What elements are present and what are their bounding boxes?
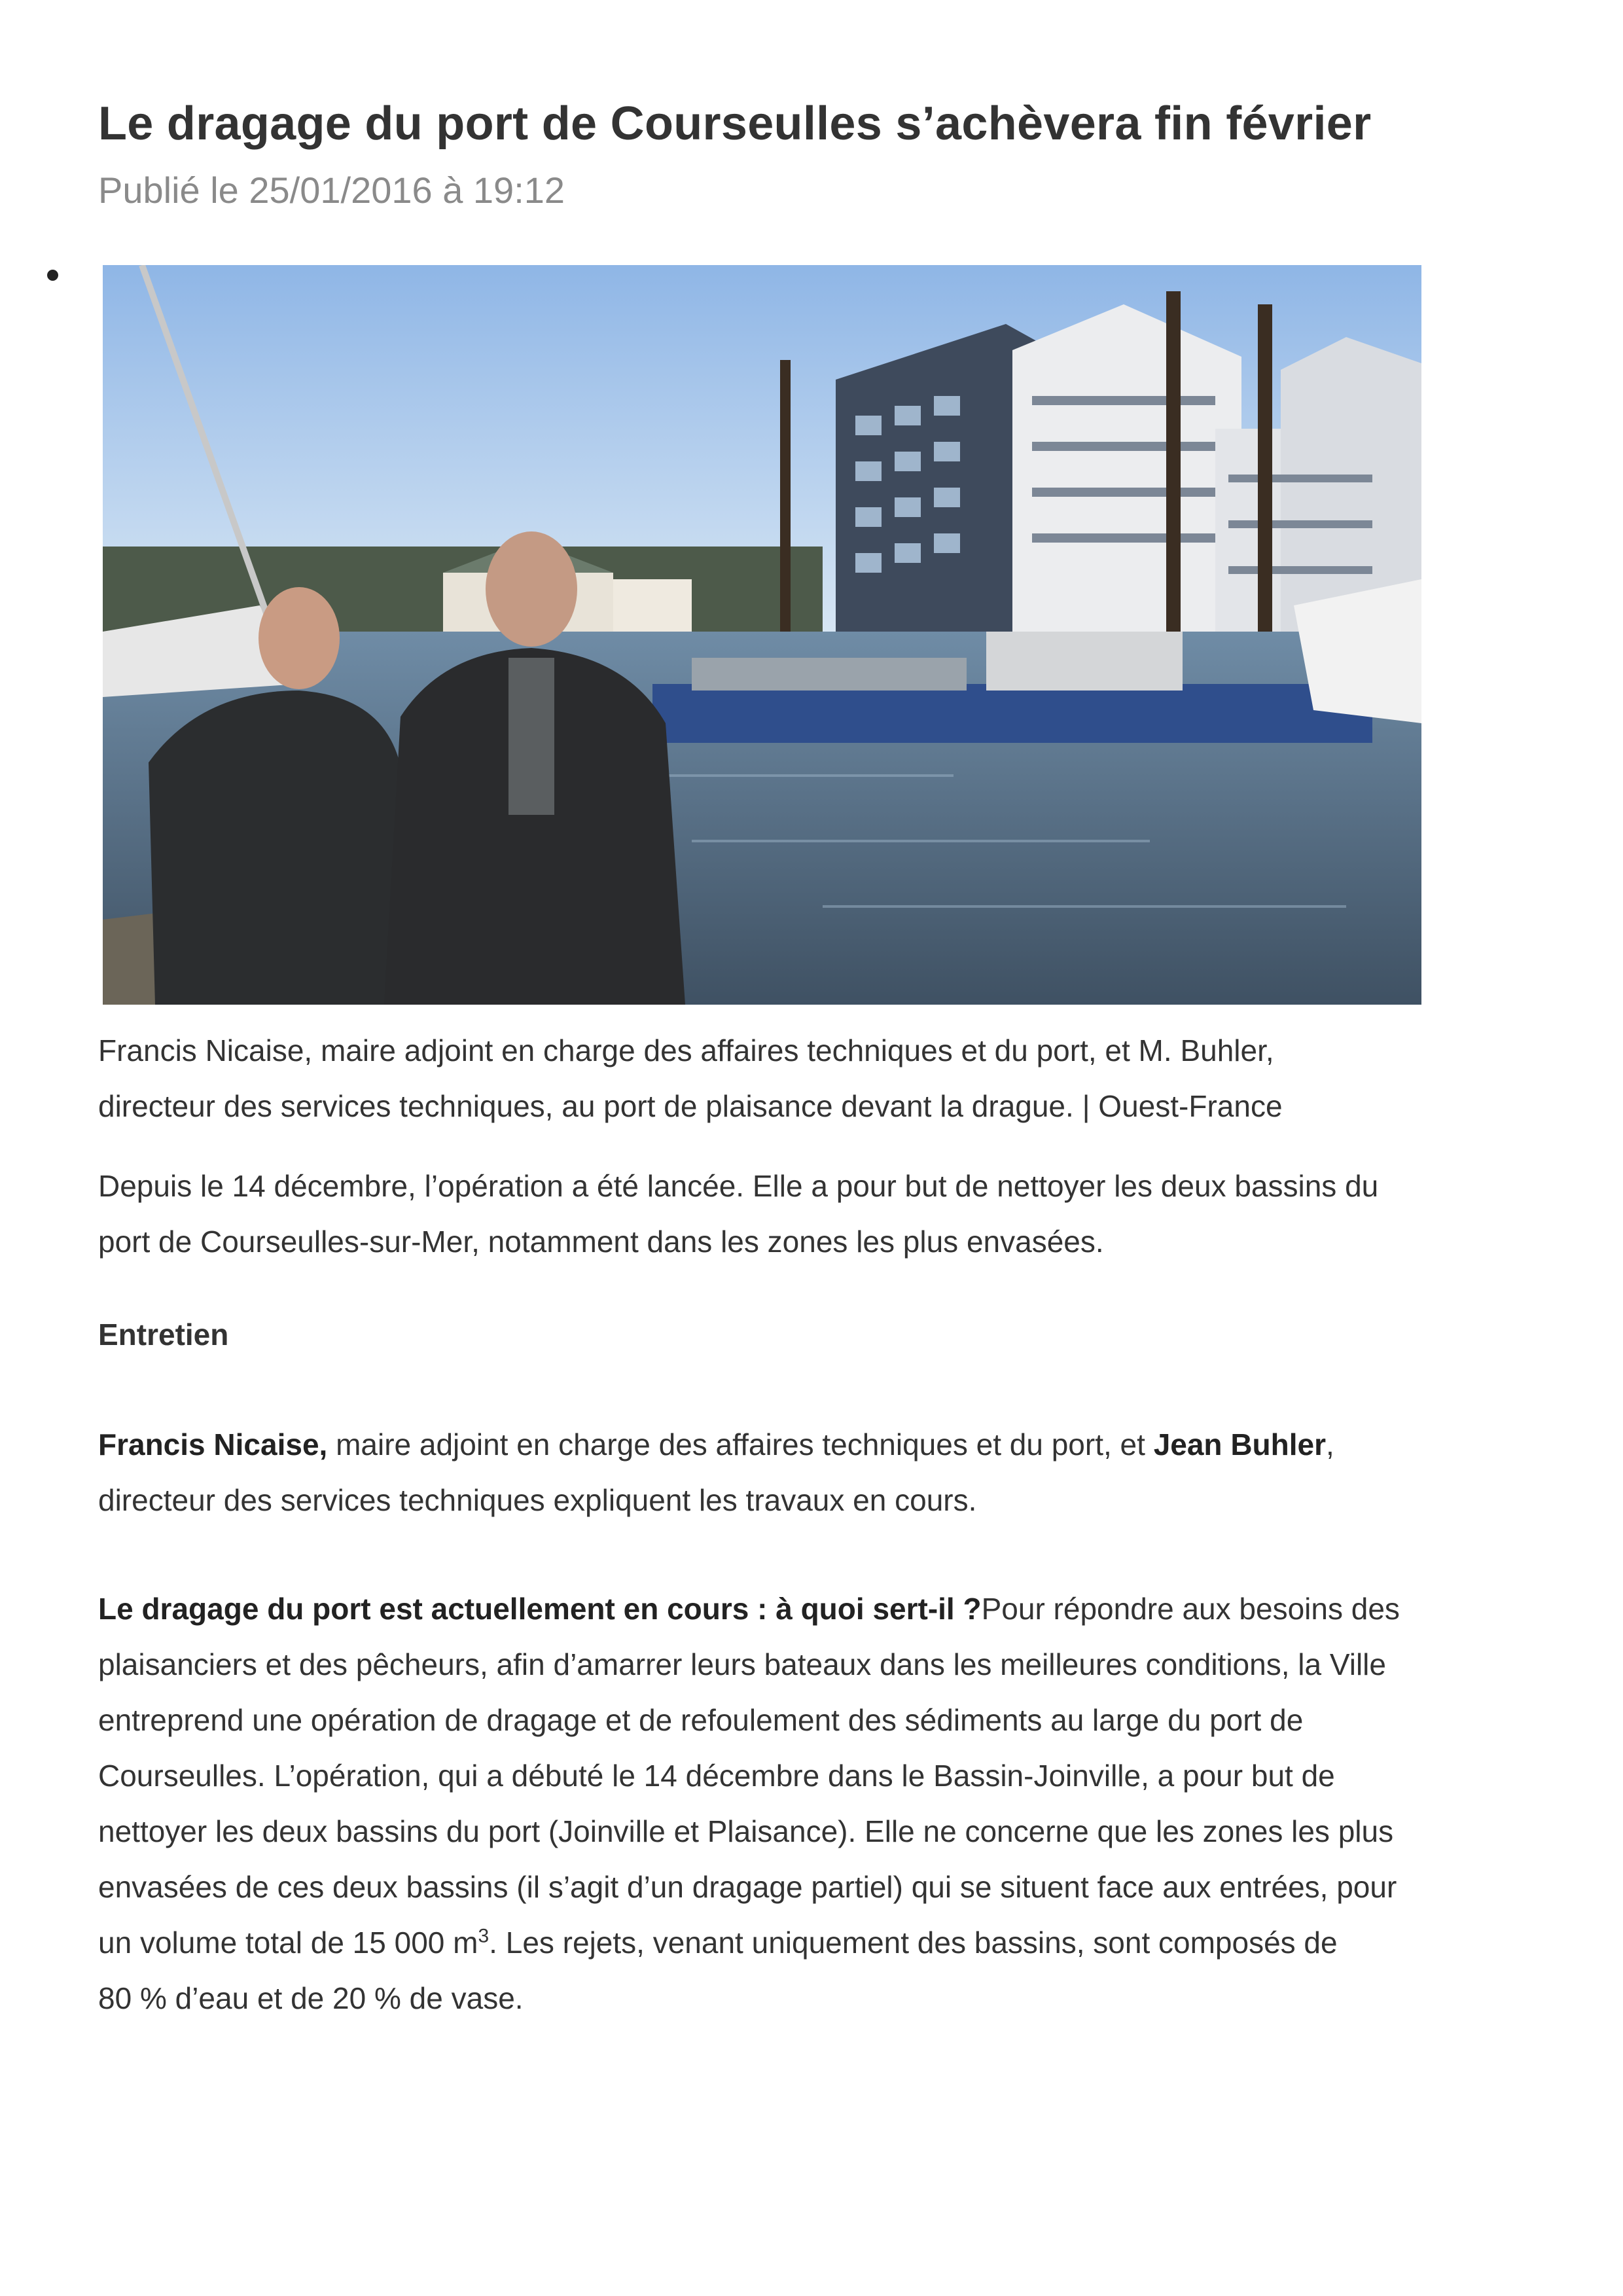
qa-line: envasées de ces deux bassins (il s’agit d’un dragage partiel) qui se situent face aux entrées, pour — [98, 1870, 1397, 1904]
person-name: Jean Buhler — [1153, 1427, 1326, 1462]
answer-text: un volume total de 15 000 m — [98, 1926, 478, 1960]
qa-line: Courseulles. L’opération, qui a débuté le 14 décembre dans le Bassin-Joinville, a pour but de — [98, 1759, 1335, 1793]
publish-date: Publié le 25/01/2016 à 19:12 — [98, 170, 565, 211]
qa-line: entreprend une opération de dragage et de refoulement des sédiments au large du port de — [98, 1703, 1304, 1737]
caption-line: directeur des services techniques, au port de plaisance devant la drague. | Ouest-France — [98, 1089, 1283, 1123]
caption-line: Francis Nicaise, maire adjoint en charge des affaires techniques et du port, et M. Buhler, — [98, 1033, 1274, 1067]
intro-line — [98, 1417, 1525, 1473]
list-bullet — [47, 270, 58, 281]
intro-paragraph — [98, 1417, 1525, 1528]
section-heading: Entretien — [98, 1318, 229, 1352]
qa-line: 80 % d’eau et de 20 % de vase. — [98, 1981, 524, 2015]
intro-line: directeur des services techniques expliquent les travaux en cours. — [98, 1483, 977, 1517]
qa-line: plaisanciers et des pêcheurs, afin d’amarrer leurs bateaux dans les meilleures conditions, la Ville — [98, 1647, 1386, 1681]
superscript: 3 — [478, 1925, 490, 1947]
qa-line: nettoyer les deux bassins du port (Joinville et Plaisance). Elle ne concerne que les zones les plus — [98, 1814, 1394, 1848]
photo-caption — [98, 1023, 1525, 1134]
qa-line — [98, 1915, 1525, 1971]
person-name: Francis Nicaise, — [98, 1427, 328, 1462]
intro-text: , — [1326, 1427, 1334, 1462]
harbor-photo — [103, 265, 1421, 1005]
qa-paragraph — [98, 1581, 1525, 2026]
lead-paragraph — [98, 1158, 1525, 1270]
intro-text: maire adjoint en charge des affaires techniques et du port, et — [327, 1427, 1154, 1462]
qa-line — [98, 1581, 1525, 1637]
lead-line: port de Courseulles-sur-Mer, notamment dans les zones les plus envasées. — [98, 1225, 1104, 1259]
answer-text: . Les rejets, venant uniquement des bassins, sont composés de — [489, 1926, 1338, 1960]
question: Le dragage du port est actuellement en cours : à quoi sert-il ? — [98, 1592, 982, 1626]
answer-text: Pour répondre aux besoins des — [981, 1592, 1400, 1626]
lead-line: Depuis le 14 décembre, l’opération a été lancée. Elle a pour but de nettoyer les deux bassins du — [98, 1169, 1379, 1203]
article-title: Le dragage du port de Courseulles s’achèvera fin février — [98, 98, 1372, 150]
